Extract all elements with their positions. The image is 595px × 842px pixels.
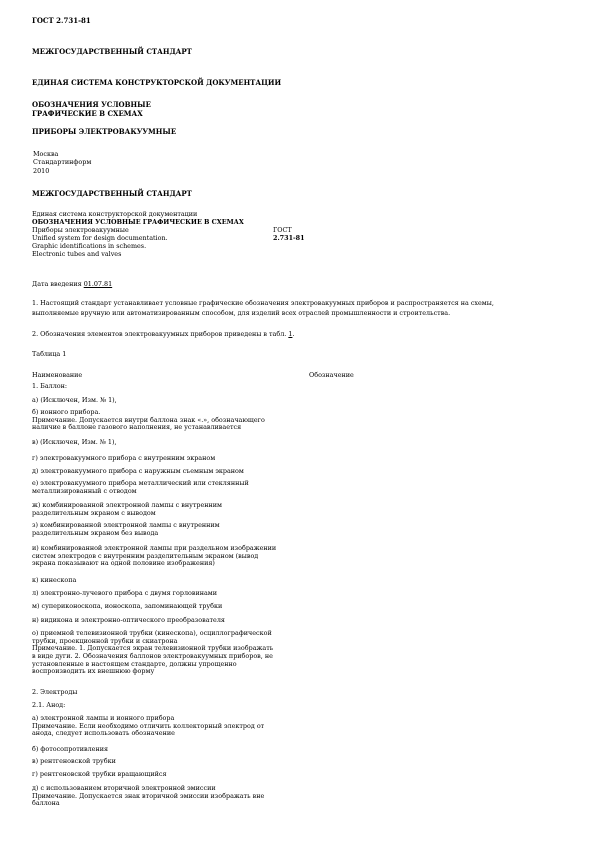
table-row (32, 590, 217, 598)
table-cell-line: систем электродов с внутренним разделительным экраном (вывод (32, 551, 259, 560)
table-row (32, 715, 264, 738)
date-value-link[interactable]: 01.07.81 (83, 280, 113, 288)
publication-year: 2010 (33, 167, 50, 175)
table-cell-line: трубки, проекционной трубки и скиатрона (32, 636, 178, 645)
paragraph-1-line-1: 1. Настоящий стандарт устанавливает условные графические обозначения электровакуумных приборов и распространяется на схемы, (32, 299, 494, 307)
table-cell-line: м) супериконоскопа, ионоскопа, запоминающей трубки (32, 602, 223, 610)
table-row (32, 455, 215, 463)
table-cell-line: металлизированный с отводом (32, 486, 137, 495)
paragraph-1-line-2: выполняемые вручную или автоматизированным способом, для изделий всех отраслей промышленности и строительства. (32, 309, 451, 317)
table-cell-line: ж) комбинированной электронной лампы с внутренним (32, 501, 222, 509)
table-cell-line: а) (Исключен, Изм. № 1), (32, 396, 117, 404)
table-row (32, 689, 77, 697)
table-cell-line: экрана показывают на одной половине изображения) (32, 559, 215, 568)
table-row (32, 409, 265, 432)
table-cell-line: л) электронно-лучевого прибора с двумя горловинами (32, 589, 218, 597)
date-label: Дата введения (32, 280, 82, 288)
table-row (32, 617, 225, 625)
table-cell-line: 1. Баллон: (32, 382, 68, 390)
table-cell-line: г) электровакуумного прибора с внутренним экраном (32, 454, 216, 462)
paragraph-2-text: 2. Обозначения элементов электровакуумных приборов приведены в табл. (32, 330, 287, 338)
table-cell-line: в) рентгеновской трубки (32, 757, 116, 765)
table-row (32, 502, 222, 517)
gost-number: 2.731-81 (273, 234, 305, 242)
table-cell-line: разделительным экраном с выводом (32, 508, 156, 517)
title-line-1: ОБОЗНАЧЕНИЯ УСЛОВНЫЕ (32, 100, 151, 109)
system-heading: ЕДИНАЯ СИСТЕМА КОНСТРУКТОРСКОЙ ДОКУМЕНТАЦИИ (32, 78, 282, 87)
table-cell-line: Примечание. Если необходимо отличить коллекторный электрод от (32, 721, 265, 730)
table-row (32, 468, 244, 476)
table-cell-line: в виде дуги. 2. Обозначения баллонов электровакуумных приборов, не (32, 652, 273, 661)
table-cell-line: а) электронной лампы и ионного прибора (32, 714, 175, 722)
table-row (32, 603, 222, 611)
en-subtitle: Electronic tubes and valves (32, 250, 122, 258)
gost-label: ГОСТ (273, 226, 292, 234)
table-cell-line: Примечание. Допускается внутри баллона знак «.», обозначающего (32, 415, 265, 424)
table-cell-line: к) кинескопа (32, 576, 77, 584)
table-cell-line: г) рентгеновской трубки вращающийся (32, 770, 167, 778)
table-cell-line: в) (Исключен, Изм. № 1), (32, 438, 117, 446)
table-row (32, 545, 276, 568)
paragraph-2 (32, 331, 294, 338)
title-line-3: ПРИБОРЫ ЭЛЕКТРОВАКУУМНЫЕ (32, 127, 177, 136)
title-line-2: ГРАФИЧЕСКИЕ В СХЕМАХ (32, 109, 143, 118)
ru-title: ОБОЗНАЧЕНИЯ УСЛОВНЫЕ ГРАФИЧЕСКИЕ В СХЕМАХ (32, 218, 244, 226)
table-cell-line: анода, следует использовать обозначение (32, 729, 175, 738)
paragraph-2-end: . (292, 330, 295, 338)
table-cell-line: Примечание. Допускается знак вторичной эмиссии изображать вне (32, 791, 265, 800)
table-cell-line: и) комбинированной электронной лампы при раздельном изображении (32, 544, 277, 552)
table-row (32, 522, 220, 537)
table-row (32, 480, 249, 495)
table-col-name: Наименование (32, 371, 83, 379)
table-row (32, 785, 264, 808)
table-cell-line: б) фотосопротивления (32, 745, 109, 753)
table-cell-line: установленные в настоящем стандарте, должны упрощенно (32, 659, 237, 668)
table-cell-line: н) видикона и электронно-оптического преобразователя (32, 616, 225, 624)
doc-code: ГОСТ 2.731-81 (32, 16, 91, 25)
table-1-link[interactable]: 1 (288, 330, 293, 338)
publisher: Стандартинформ (33, 158, 92, 166)
table-cell-line: баллона (32, 799, 60, 808)
table-col-symbol: Обозначение (309, 371, 354, 379)
table-row (32, 746, 108, 754)
table-cell-line: 2. Электроды (32, 688, 78, 696)
table-cell-line: з) комбинированной электронной лампы с внутренним (32, 521, 220, 529)
ru-subtitle: Приборы электровакуумные (32, 226, 129, 234)
table-row (32, 439, 116, 447)
table-row (32, 383, 67, 391)
interstate-heading: МЕЖГОСУДАРСТВЕННЫЙ СТАНДАРТ (32, 47, 192, 56)
table-cell-line: д) с использованием вторичной электронной эмиссии (32, 784, 216, 792)
en-system: Unified system for design documentation. (32, 234, 168, 242)
table-cell-line: наличие в баллоне газового наполнения, не устанавливается (32, 423, 242, 432)
table-row (32, 577, 76, 585)
en-title: Graphic identifications in schemes. (32, 242, 147, 250)
table-row (32, 702, 65, 710)
ru-system: Единая система конструкторской документации (32, 210, 198, 218)
interstate-heading-2: МЕЖГОСУДАРСТВЕННЫЙ СТАНДАРТ (32, 189, 192, 198)
table-row (32, 771, 167, 779)
table-row (32, 758, 116, 766)
intro-date (32, 281, 112, 288)
table-row (32, 630, 273, 676)
table-cell-line: о) приемной телевизионной трубки (кинескопа), осциллографической (32, 629, 272, 637)
publication-city: Москва (33, 150, 59, 158)
table-label: Таблица 1 (32, 350, 67, 358)
table-cell-line: д) электровакуумного прибора с наружным съемным экраном (32, 467, 244, 475)
table-row (32, 397, 117, 405)
table-cell-line: 2.1. Анод: (32, 701, 66, 709)
table-cell-line: е) электровакуумного прибора металлический или стеклянный (32, 479, 249, 487)
table-cell-line: б) ионного прибора. (32, 408, 101, 416)
table-cell-line: разделительным экраном без вывода (32, 528, 159, 537)
table-cell-line: Примечание. 1. Допускается экран телевизионной трубки изображать (32, 644, 274, 653)
table-cell-line: воспроизводить их внешнюю форму (32, 667, 155, 676)
